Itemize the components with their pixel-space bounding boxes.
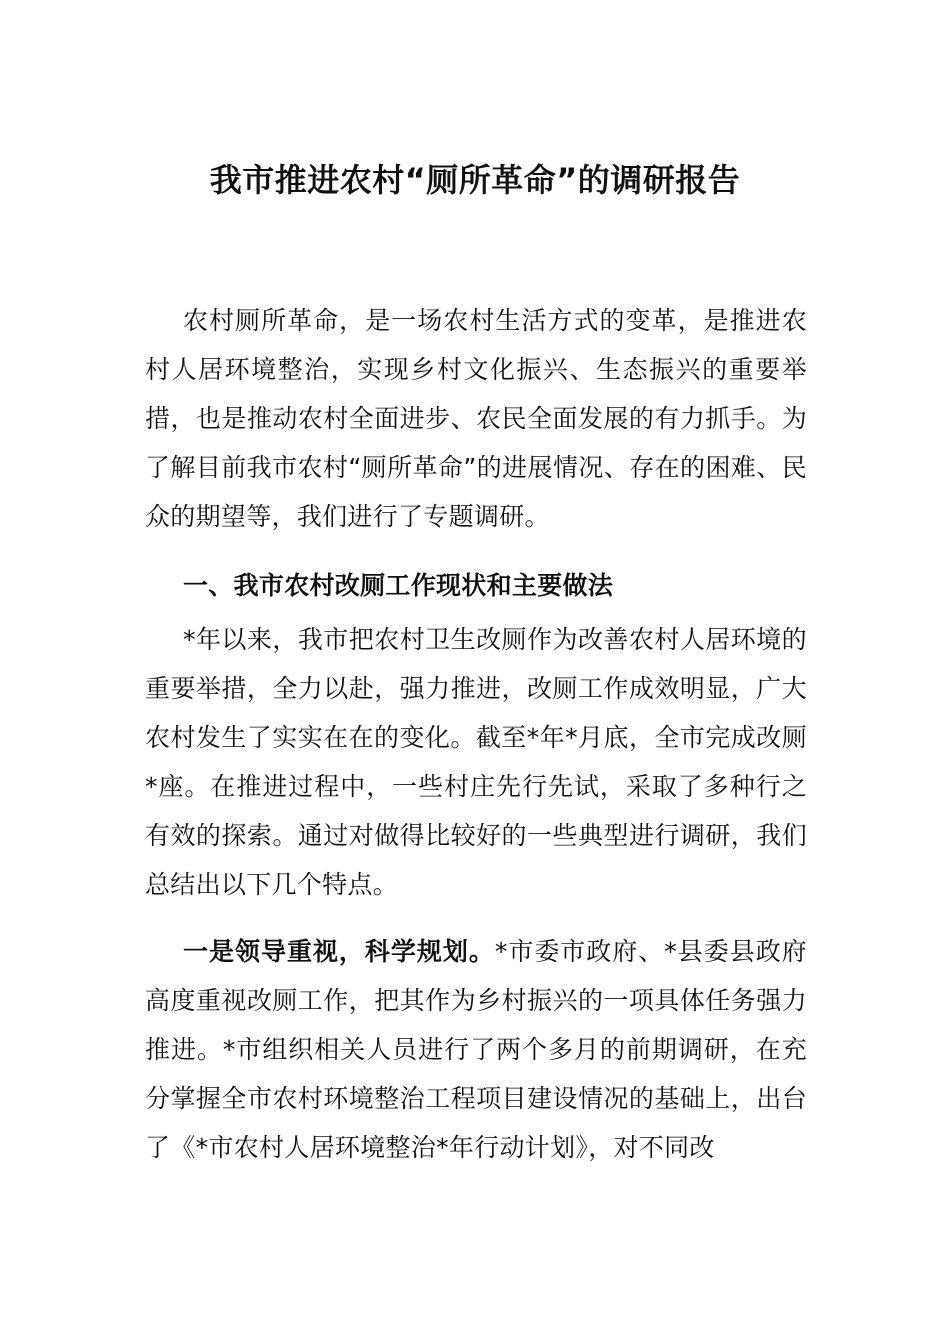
point-one-text: *市委市政府、*县委县政府高度重视改厕工作，把其作为乡村振兴的一项具体任务强力推进。*市组织相关人员进行了两个多月的前期调研，在充分掌握全市农村环境整治工程项目建设情况的基础上，出台了《*市农村人居环境整治*年行动计划》，对不同改 <box>145 937 807 1162</box>
status-paragraph: *年以来，我市把农村卫生改厕作为改善农村人居环境的重要举措，全力以赴，强力推进，改厕工作成效明显，广大农村发生了实实在在的变化。截至*年*月底，全市完成改厕*座。在推进过程中，一些村庄先行先试，采取了多种行之有效的探索。通过对做得比较好的一些典型进行调研，我们总结出以下几个特点。 <box>145 625 807 899</box>
intro-paragraph: 农村厕所革命，是一场农村生活方式的变革，是推进农村人居环境整治，实现乡村文化振兴、生态振兴的重要举措，也是推动农村全面进步、农民全面发展的有力抓手。为了解目前我市农村“厕所革命”的进展情况、存在的困难、民众的期望等，我们进行了专题调研。 <box>145 306 807 531</box>
section-heading: 一、我市农村改厕工作现状和主要做法 <box>183 571 614 600</box>
point-one-paragraph <box>145 927 807 1172</box>
document-title: 我市推进农村“厕所革命”的调研报告 <box>209 161 741 199</box>
point-one-lead: 一是领导重视，科学规划。 <box>183 937 495 966</box>
